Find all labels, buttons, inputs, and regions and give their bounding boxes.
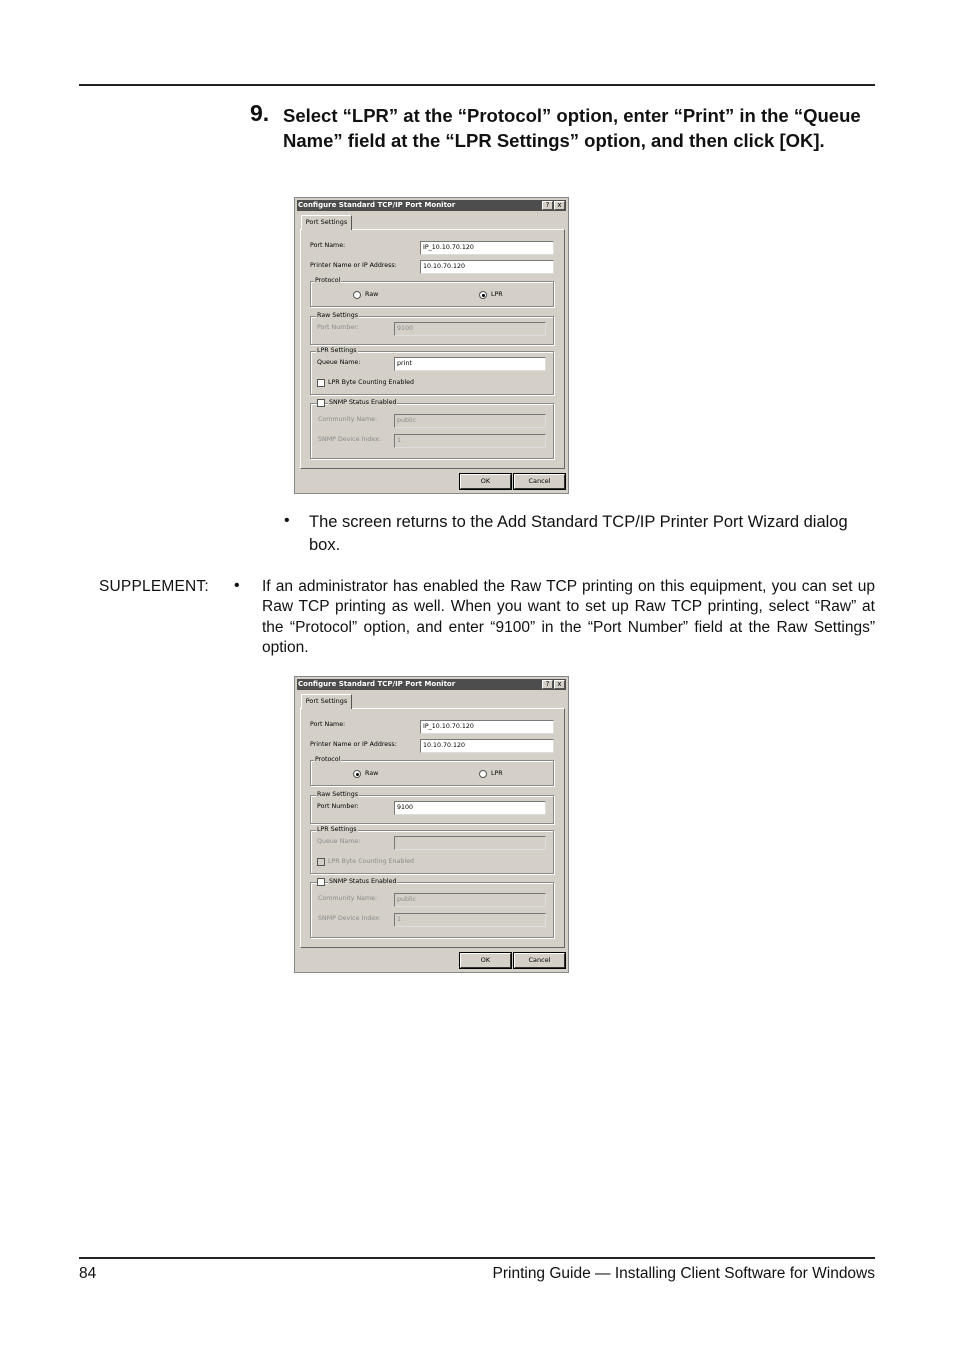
byte-counting-label: LPR Byte Counting Enabled — [328, 858, 414, 865]
raw-radio[interactable] — [353, 770, 361, 778]
supplement-text: If an administrator has enabled the Raw TCP printing on this equipment, you can set up Raw TCP printing as well. When you want to set up Raw TCP printing, select “Raw” at the “Protocol” option, and enter “9100” in the “Port Number” field at the Raw Settings” option. — [262, 578, 875, 656]
snmp-group — [310, 882, 554, 938]
device-index-input[interactable]: 1 — [394, 434, 546, 448]
snmp-checkbox[interactable] — [317, 399, 325, 407]
byte-counting-checkbox[interactable] — [317, 379, 325, 387]
top-rule — [79, 84, 875, 86]
help-button[interactable]: ? — [542, 680, 553, 689]
ok-button[interactable]: OK — [460, 953, 511, 968]
device-index-label: SNMP Device Index: — [318, 915, 381, 922]
lpr-radio-label: LPR — [491, 770, 503, 777]
queue-name-input[interactable]: print — [394, 357, 546, 371]
protocol-label: Protocol — [315, 277, 341, 284]
title-bar — [297, 679, 566, 690]
protocol-label: Protocol — [315, 756, 341, 763]
supplement-bullet: • — [234, 577, 240, 594]
printer-address-label: Printer Name or IP Address: — [310, 741, 397, 748]
lpr-settings-label: LPR Settings — [317, 347, 357, 354]
ok-button[interactable]: OK — [460, 474, 511, 489]
raw-settings-label: Raw Settings — [317, 791, 359, 798]
queue-name-label: Queue Name: — [317, 359, 361, 366]
footer-rule — [79, 1257, 875, 1259]
community-input[interactable]: public — [394, 414, 546, 428]
dialog-raw — [294, 676, 569, 973]
raw-settings-label: Raw Settings — [317, 312, 359, 319]
device-index-label: SNMP Device Index: — [318, 436, 381, 443]
device-index-input[interactable]: 1 — [394, 913, 546, 927]
port-number-input[interactable]: 9100 — [394, 801, 546, 815]
port-name-input[interactable]: IP_10.10.70.120 — [420, 720, 554, 734]
dialog-lpr — [294, 197, 569, 494]
protocol-group — [310, 756, 554, 786]
queue-name-label: Queue Name: — [317, 838, 361, 845]
byte-counting-label: LPR Byte Counting Enabled — [328, 379, 414, 386]
lpr-radio[interactable] — [479, 291, 487, 299]
page-number: 84 — [79, 1265, 97, 1282]
community-label: Community Name: — [318, 416, 378, 423]
printer-address-label: Printer Name or IP Address: — [310, 262, 397, 269]
lpr-radio-label: LPR — [491, 291, 503, 298]
port-number-input[interactable]: 9100 — [394, 322, 546, 336]
community-input[interactable]: public — [394, 893, 546, 907]
tab-port-settings[interactable]: Port Settings — [301, 215, 352, 230]
printer-address-input[interactable]: 10.10.70.120 — [420, 260, 554, 274]
snmp-group — [310, 403, 554, 459]
footer-title: Printing Guide — Installing Client Software for Windows — [492, 1265, 875, 1282]
lpr-radio[interactable] — [479, 770, 487, 778]
raw-radio-label: Raw — [365, 770, 379, 777]
queue-name-input[interactable] — [394, 836, 546, 850]
byte-counting-checkbox[interactable] — [317, 858, 325, 866]
radio-selected-dot — [356, 773, 359, 776]
close-button[interactable]: x — [554, 201, 565, 210]
cancel-button[interactable]: Cancel — [514, 474, 565, 489]
printer-address-input[interactable]: 10.10.70.120 — [420, 739, 554, 753]
port-name-input[interactable]: IP_10.10.70.120 — [420, 241, 554, 255]
port-name-label: Port Name: — [310, 242, 346, 249]
community-label: Community Name: — [318, 895, 378, 902]
snmp-checkbox[interactable] — [317, 878, 325, 886]
bullet-text: The screen returns to the Add Standard TCP/IP Printer Port Wizard dialog box. — [309, 513, 848, 554]
cancel-button[interactable]: Cancel — [514, 953, 565, 968]
lpr-settings-label: LPR Settings — [317, 826, 357, 833]
raw-radio-label: Raw — [365, 291, 379, 298]
port-number-label: Port Number: — [317, 324, 359, 331]
snmp-label: SNMP Status Enabled — [329, 878, 397, 885]
step-number: 9. — [250, 100, 270, 126]
title-bar — [297, 200, 566, 211]
step-instruction: Select “LPR” at the “Protocol” option, enter “Print” in the “Queue Name” field at the “LPR Settings” option, and then click [OK]. — [283, 105, 861, 151]
port-name-label: Port Name: — [310, 721, 346, 728]
close-button[interactable]: x — [554, 680, 565, 689]
help-button[interactable]: ? — [542, 201, 553, 210]
dialog-title: Configure Standard TCP/IP Port Monitor — [298, 680, 456, 688]
snmp-label: SNMP Status Enabled — [329, 399, 397, 406]
port-number-label: Port Number: — [317, 803, 359, 810]
bullet-symbol: • — [284, 512, 290, 529]
raw-radio[interactable] — [353, 291, 361, 299]
radio-selected-dot — [482, 294, 485, 297]
protocol-group — [310, 277, 554, 307]
tab-port-settings[interactable]: Port Settings — [301, 694, 352, 709]
supplement-label: SUPPLEMENT: — [99, 578, 209, 595]
dialog-title: Configure Standard TCP/IP Port Monitor — [298, 201, 456, 209]
